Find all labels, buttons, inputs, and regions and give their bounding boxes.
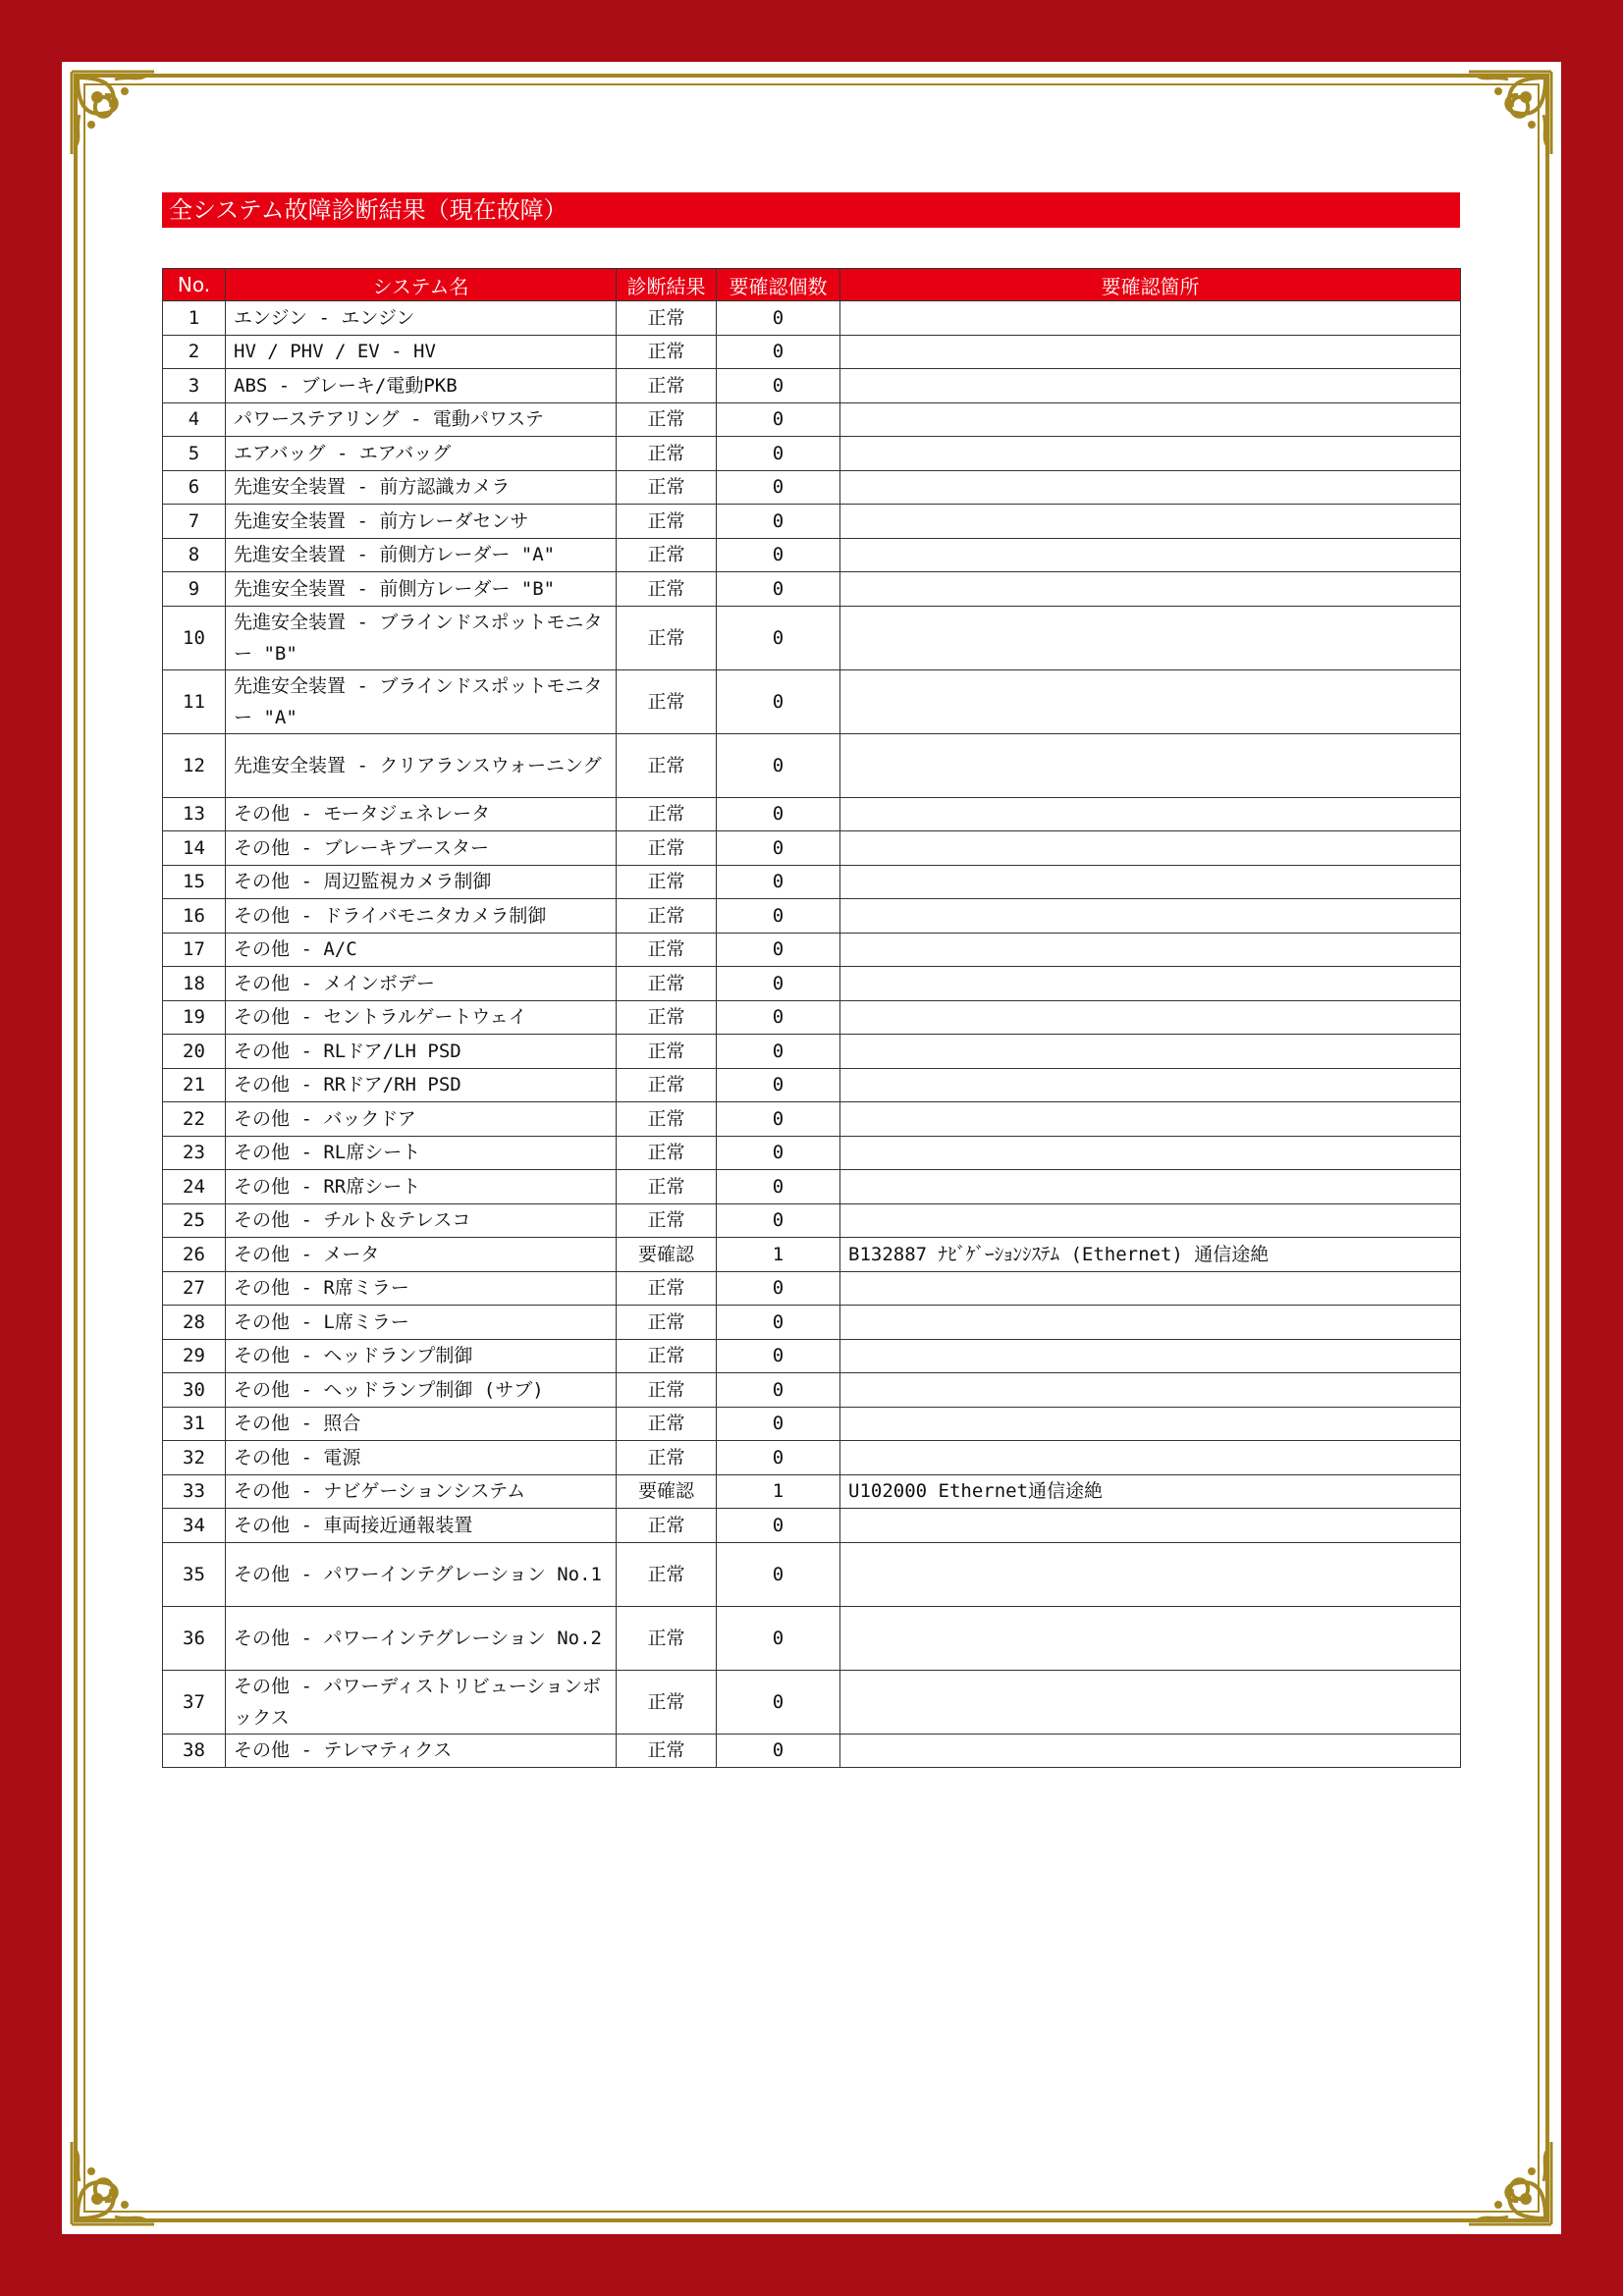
table-row xyxy=(163,1373,1461,1408)
row-no: 21 xyxy=(163,1068,226,1102)
row-system-name: パワーステアリング - 電動パワステ xyxy=(226,402,617,437)
row-no: 34 xyxy=(163,1509,226,1543)
row-system-name: ABS - ブレーキ/電動PKB xyxy=(226,369,617,403)
table-row xyxy=(163,831,1461,866)
row-result: 正常 xyxy=(617,1271,717,1306)
row-system-name: その他 - ブレーキブースター xyxy=(226,831,617,866)
row-no: 38 xyxy=(163,1734,226,1768)
row-no: 2 xyxy=(163,335,226,369)
row-count: 0 xyxy=(717,865,840,899)
row-count: 0 xyxy=(717,369,840,403)
row-detail xyxy=(840,1606,1461,1670)
row-no: 27 xyxy=(163,1271,226,1306)
report-title: 全システム故障診断結果（現在故障） xyxy=(162,192,1460,228)
table-row xyxy=(163,1407,1461,1441)
row-system-name: 先進安全装置 - クリアランスウォーニング xyxy=(226,733,617,797)
table-row xyxy=(163,1170,1461,1204)
row-detail xyxy=(840,369,1461,403)
row-result: 正常 xyxy=(617,437,717,471)
row-result: 正常 xyxy=(617,1102,717,1137)
row-detail xyxy=(840,669,1461,733)
row-no: 28 xyxy=(163,1306,226,1340)
row-detail: B132887 ﾅﾋﾞｹﾞｰｼｮﾝｼｽﾃﾑ (Ethernet) 通信途絶 xyxy=(840,1238,1461,1272)
row-detail xyxy=(840,865,1461,899)
row-detail: U102000 Ethernet通信途絶 xyxy=(840,1474,1461,1509)
row-result: 要確認 xyxy=(617,1238,717,1272)
row-detail xyxy=(840,1102,1461,1137)
row-count: 0 xyxy=(717,899,840,934)
row-count: 1 xyxy=(717,1238,840,1272)
header-count: 要確認個数 xyxy=(717,269,840,301)
row-detail xyxy=(840,899,1461,934)
row-count: 0 xyxy=(717,1035,840,1069)
row-result: 正常 xyxy=(617,865,717,899)
table-row xyxy=(163,1306,1461,1340)
row-result: 正常 xyxy=(617,538,717,572)
row-result: 正常 xyxy=(617,1509,717,1543)
row-count: 0 xyxy=(717,470,840,505)
table-row xyxy=(163,1203,1461,1238)
row-result: 正常 xyxy=(617,1734,717,1768)
row-system-name: その他 - テレマティクス xyxy=(226,1734,617,1768)
row-result: 正常 xyxy=(617,1441,717,1475)
row-result: 正常 xyxy=(617,1170,717,1204)
row-detail xyxy=(840,1136,1461,1170)
row-no: 33 xyxy=(163,1474,226,1509)
row-system-name: その他 - 車両接近通報装置 xyxy=(226,1509,617,1543)
row-count: 0 xyxy=(717,1102,840,1137)
table-row xyxy=(163,1606,1461,1670)
table-row xyxy=(163,1339,1461,1373)
row-system-name: 先進安全装置 - ブラインドスポットモニター "B" xyxy=(226,606,617,669)
row-result: 正常 xyxy=(617,831,717,866)
row-detail xyxy=(840,538,1461,572)
row-count: 0 xyxy=(717,1670,840,1734)
row-system-name: 先進安全装置 - 前方レーダセンサ xyxy=(226,505,617,539)
row-count: 0 xyxy=(717,831,840,866)
row-system-name: その他 - ナビゲーションシステム xyxy=(226,1474,617,1509)
row-count: 0 xyxy=(717,1441,840,1475)
row-result: 正常 xyxy=(617,1542,717,1606)
row-no: 23 xyxy=(163,1136,226,1170)
row-result: 正常 xyxy=(617,1203,717,1238)
row-no: 16 xyxy=(163,899,226,934)
table-row xyxy=(163,301,1461,336)
row-count: 1 xyxy=(717,1474,840,1509)
row-result: 正常 xyxy=(617,335,717,369)
ornament-corner-icon xyxy=(1465,2138,1555,2228)
row-result: 正常 xyxy=(617,1000,717,1035)
table-row xyxy=(163,899,1461,934)
table-row xyxy=(163,1474,1461,1509)
row-detail xyxy=(840,1509,1461,1543)
row-count: 0 xyxy=(717,1734,840,1768)
row-result: 正常 xyxy=(617,1035,717,1069)
row-count: 0 xyxy=(717,1271,840,1306)
ornament-corner-icon xyxy=(68,2138,158,2228)
row-no: 18 xyxy=(163,967,226,1001)
row-no: 37 xyxy=(163,1670,226,1734)
row-detail xyxy=(840,505,1461,539)
row-system-name: エアバッグ - エアバッグ xyxy=(226,437,617,471)
row-detail xyxy=(840,1306,1461,1340)
row-count: 0 xyxy=(717,505,840,539)
row-detail xyxy=(840,1000,1461,1035)
table-row xyxy=(163,733,1461,797)
header-no: No. xyxy=(163,269,226,301)
row-count: 0 xyxy=(717,669,840,733)
row-no: 35 xyxy=(163,1542,226,1606)
row-result: 正常 xyxy=(617,933,717,967)
row-result: 正常 xyxy=(617,1136,717,1170)
row-system-name: その他 - A/C xyxy=(226,933,617,967)
row-detail xyxy=(840,1542,1461,1606)
table-row xyxy=(163,437,1461,471)
table-row xyxy=(163,1000,1461,1035)
row-no: 7 xyxy=(163,505,226,539)
row-count: 0 xyxy=(717,1339,840,1373)
row-count: 0 xyxy=(717,335,840,369)
row-result: 正常 xyxy=(617,572,717,607)
row-no: 24 xyxy=(163,1170,226,1204)
table-row xyxy=(163,797,1461,831)
row-detail xyxy=(840,1271,1461,1306)
row-system-name: その他 - RR席シート xyxy=(226,1170,617,1204)
row-system-name: その他 - RRドア/RH PSD xyxy=(226,1068,617,1102)
table-row xyxy=(163,1035,1461,1069)
row-count: 0 xyxy=(717,1068,840,1102)
row-detail xyxy=(840,437,1461,471)
row-no: 20 xyxy=(163,1035,226,1069)
row-system-name: その他 - メータ xyxy=(226,1238,617,1272)
row-system-name: その他 - 電源 xyxy=(226,1441,617,1475)
row-count: 0 xyxy=(717,733,840,797)
row-count: 0 xyxy=(717,538,840,572)
row-count: 0 xyxy=(717,1542,840,1606)
row-system-name: その他 - 周辺監視カメラ制御 xyxy=(226,865,617,899)
header-system: システム名 xyxy=(226,269,617,301)
row-system-name: その他 - メインボデー xyxy=(226,967,617,1001)
table-row xyxy=(163,606,1461,669)
table-row xyxy=(163,538,1461,572)
row-system-name: 先進安全装置 - ブラインドスポットモニター "A" xyxy=(226,669,617,733)
row-count: 0 xyxy=(717,1373,840,1408)
row-result: 正常 xyxy=(617,402,717,437)
row-no: 12 xyxy=(163,733,226,797)
row-no: 5 xyxy=(163,437,226,471)
row-system-name: その他 - RLドア/LH PSD xyxy=(226,1035,617,1069)
row-result: 正常 xyxy=(617,505,717,539)
row-no: 15 xyxy=(163,865,226,899)
row-result: 正常 xyxy=(617,669,717,733)
row-detail xyxy=(840,606,1461,669)
row-system-name: エンジン - エンジン xyxy=(226,301,617,336)
row-detail xyxy=(840,1373,1461,1408)
row-detail xyxy=(840,1670,1461,1734)
row-system-name: その他 - 照合 xyxy=(226,1407,617,1441)
row-no: 13 xyxy=(163,797,226,831)
row-no: 22 xyxy=(163,1102,226,1137)
row-no: 10 xyxy=(163,606,226,669)
row-system-name: その他 - パワーインテグレーション No.1 xyxy=(226,1542,617,1606)
row-detail xyxy=(840,301,1461,336)
row-detail xyxy=(840,335,1461,369)
row-no: 17 xyxy=(163,933,226,967)
table-row xyxy=(163,1509,1461,1543)
table-row xyxy=(163,1542,1461,1606)
row-no: 26 xyxy=(163,1238,226,1272)
row-count: 0 xyxy=(717,933,840,967)
row-result: 正常 xyxy=(617,301,717,336)
row-result: 要確認 xyxy=(617,1474,717,1509)
row-no: 36 xyxy=(163,1606,226,1670)
row-no: 8 xyxy=(163,538,226,572)
row-detail xyxy=(840,1068,1461,1102)
row-system-name: HV / PHV / EV - HV xyxy=(226,335,617,369)
ornament-corner-icon xyxy=(68,68,158,158)
row-no: 9 xyxy=(163,572,226,607)
row-count: 0 xyxy=(717,1407,840,1441)
row-no: 11 xyxy=(163,669,226,733)
row-count: 0 xyxy=(717,797,840,831)
table-row xyxy=(163,1238,1461,1272)
row-detail xyxy=(840,1203,1461,1238)
row-no: 6 xyxy=(163,470,226,505)
ornament-corner-icon xyxy=(1465,68,1555,158)
row-count: 0 xyxy=(717,301,840,336)
row-count: 0 xyxy=(717,1203,840,1238)
row-no: 1 xyxy=(163,301,226,336)
row-system-name: その他 - モータジェネレータ xyxy=(226,797,617,831)
row-result: 正常 xyxy=(617,606,717,669)
row-result: 正常 xyxy=(617,470,717,505)
row-count: 0 xyxy=(717,572,840,607)
row-no: 32 xyxy=(163,1441,226,1475)
row-no: 30 xyxy=(163,1373,226,1408)
row-result: 正常 xyxy=(617,899,717,934)
row-system-name: その他 - ドライバモニタカメラ制御 xyxy=(226,899,617,934)
row-result: 正常 xyxy=(617,1407,717,1441)
row-result: 正常 xyxy=(617,1606,717,1670)
row-no: 4 xyxy=(163,402,226,437)
header-result: 診断結果 xyxy=(617,269,717,301)
row-system-name: その他 - チルト＆テレスコ xyxy=(226,1203,617,1238)
row-result: 正常 xyxy=(617,1670,717,1734)
table-row xyxy=(163,1102,1461,1137)
row-detail xyxy=(840,831,1461,866)
row-system-name: その他 - パワーインテグレーション No.2 xyxy=(226,1606,617,1670)
row-system-name: その他 - ヘッドランプ制御 xyxy=(226,1339,617,1373)
table-row xyxy=(163,572,1461,607)
row-result: 正常 xyxy=(617,733,717,797)
row-system-name: 先進安全装置 - 前側方レーダー "B" xyxy=(226,572,617,607)
row-count: 0 xyxy=(717,1606,840,1670)
row-count: 0 xyxy=(717,1509,840,1543)
row-system-name: その他 - ヘッドランプ制御 (サブ) xyxy=(226,1373,617,1408)
table-row xyxy=(163,1136,1461,1170)
row-result: 正常 xyxy=(617,967,717,1001)
table-row xyxy=(163,1441,1461,1475)
table-row xyxy=(163,402,1461,437)
row-detail xyxy=(840,1441,1461,1475)
row-count: 0 xyxy=(717,402,840,437)
row-result: 正常 xyxy=(617,1339,717,1373)
row-no: 14 xyxy=(163,831,226,866)
row-detail xyxy=(840,1170,1461,1204)
table-row xyxy=(163,335,1461,369)
row-system-name: その他 - バックドア xyxy=(226,1102,617,1137)
row-system-name: 先進安全装置 - 前側方レーダー "A" xyxy=(226,538,617,572)
row-no: 31 xyxy=(163,1407,226,1441)
row-detail xyxy=(840,572,1461,607)
row-count: 0 xyxy=(717,1170,840,1204)
row-result: 正常 xyxy=(617,1068,717,1102)
table-header-row xyxy=(163,269,1461,301)
row-detail xyxy=(840,1407,1461,1441)
row-detail xyxy=(840,1734,1461,1768)
table-row xyxy=(163,505,1461,539)
table-row xyxy=(163,470,1461,505)
row-system-name: その他 - RL席シート xyxy=(226,1136,617,1170)
row-system-name: その他 - パワーディストリビューションボックス xyxy=(226,1670,617,1734)
row-no: 3 xyxy=(163,369,226,403)
row-no: 29 xyxy=(163,1339,226,1373)
table-row xyxy=(163,1271,1461,1306)
row-system-name: その他 - R席ミラー xyxy=(226,1271,617,1306)
row-detail xyxy=(840,967,1461,1001)
row-detail xyxy=(840,1035,1461,1069)
row-count: 0 xyxy=(717,1136,840,1170)
header-detail: 要確認箇所 xyxy=(840,269,1461,301)
row-count: 0 xyxy=(717,606,840,669)
row-result: 正常 xyxy=(617,1306,717,1340)
table-row xyxy=(163,1670,1461,1734)
diagnosis-table xyxy=(162,268,1461,1768)
row-detail xyxy=(840,933,1461,967)
table-row xyxy=(163,369,1461,403)
row-detail xyxy=(840,402,1461,437)
row-result: 正常 xyxy=(617,797,717,831)
row-count: 0 xyxy=(717,1000,840,1035)
table-row xyxy=(163,669,1461,733)
row-no: 19 xyxy=(163,1000,226,1035)
row-detail xyxy=(840,797,1461,831)
row-count: 0 xyxy=(717,967,840,1001)
row-system-name: 先進安全装置 - 前方認識カメラ xyxy=(226,470,617,505)
row-result: 正常 xyxy=(617,1373,717,1408)
row-no: 25 xyxy=(163,1203,226,1238)
row-detail xyxy=(840,733,1461,797)
row-result: 正常 xyxy=(617,369,717,403)
row-detail xyxy=(840,1339,1461,1373)
row-system-name: その他 - セントラルゲートウェイ xyxy=(226,1000,617,1035)
row-count: 0 xyxy=(717,437,840,471)
row-detail xyxy=(840,470,1461,505)
table-row xyxy=(163,1734,1461,1768)
report-sheet xyxy=(62,62,1561,2234)
table-row xyxy=(163,1068,1461,1102)
table-row xyxy=(163,865,1461,899)
table-row xyxy=(163,967,1461,1001)
row-system-name: その他 - L席ミラー xyxy=(226,1306,617,1340)
table-row xyxy=(163,933,1461,967)
row-count: 0 xyxy=(717,1306,840,1340)
